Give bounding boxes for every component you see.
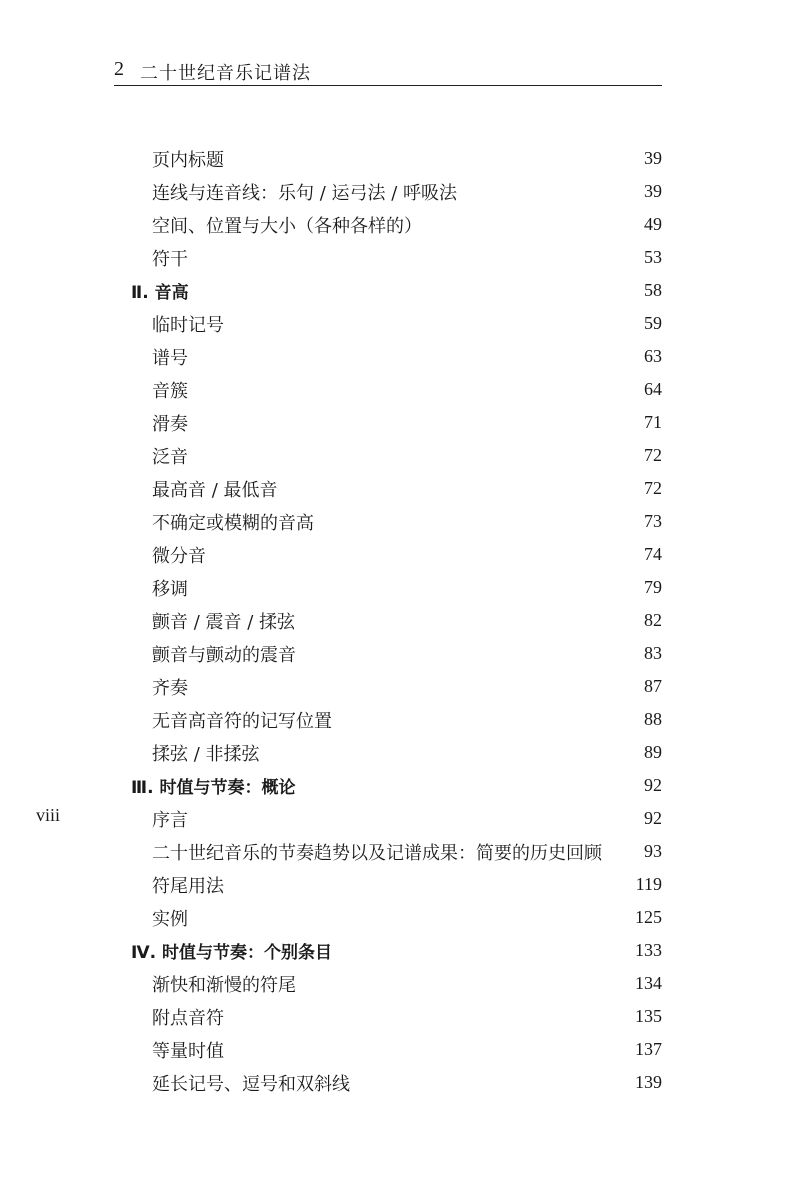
toc-entry — [0, 209, 800, 242]
toc-entry-label: 临时记号 — [152, 315, 224, 336]
toc-entry — [0, 1001, 800, 1034]
toc-entry-page: 79 — [644, 577, 662, 597]
toc-entry-label: 齐奏 — [152, 678, 188, 699]
toc-entry-page: 125 — [635, 907, 662, 927]
toc-entry-label: Ⅳ. 时值与节奏：个别条目 — [131, 943, 333, 963]
toc-entry — [0, 605, 800, 638]
toc-entry-page: 119 — [635, 874, 662, 894]
header-book-title: 二十世纪音乐记谱法 — [140, 63, 311, 84]
toc-entry — [0, 473, 800, 506]
toc-entry-page: 133 — [635, 940, 662, 960]
toc-entry-label: 最高音 / 最低音 — [152, 480, 278, 501]
toc-entry-label: 空间、位置与大小（各种各样的） — [152, 216, 422, 237]
toc-entry-page: 82 — [644, 610, 662, 630]
toc-entry-label: 页内标题 — [152, 150, 224, 171]
toc-entry-page: 89 — [644, 742, 662, 762]
toc-entry — [0, 1034, 800, 1067]
toc-entry — [0, 836, 800, 869]
toc-entry — [0, 506, 800, 539]
toc-entry — [0, 803, 800, 836]
toc-entry-page: 59 — [644, 313, 662, 333]
toc-entry-page: 92 — [644, 775, 662, 795]
toc-entry-label: 符干 — [152, 249, 188, 270]
toc-entry-label: 移调 — [152, 579, 188, 600]
header-rule — [114, 85, 662, 86]
toc-entry-page: 139 — [635, 1072, 662, 1092]
table-of-contents — [0, 143, 800, 1100]
toc-entry — [0, 704, 800, 737]
toc-entry-page: 72 — [644, 478, 662, 498]
toc-entry-page: 135 — [635, 1006, 662, 1026]
toc-entry-page: 88 — [644, 709, 662, 729]
toc-entry — [0, 143, 800, 176]
toc-entry-page: 58 — [644, 280, 662, 300]
running-header — [114, 58, 662, 86]
toc-entry — [0, 572, 800, 605]
toc-entry — [0, 242, 800, 275]
toc-entry — [0, 374, 800, 407]
toc-entry-page: 71 — [644, 412, 662, 432]
toc-entry-label: 谱号 — [152, 348, 188, 369]
header-page-number: 2 — [114, 58, 124, 80]
toc-entry-label: 微分音 — [152, 546, 206, 567]
toc-entry-label: 揉弦 / 非揉弦 — [152, 744, 260, 765]
toc-entry-page: 92 — [644, 808, 662, 828]
toc-section-entry — [0, 935, 800, 968]
toc-entry-label: 等量时值 — [152, 1041, 224, 1062]
toc-entry-label: 无音高音符的记写位置 — [152, 711, 332, 732]
toc-entry-label: 颤音 / 震音 / 揉弦 — [152, 612, 296, 633]
toc-entry-page: 74 — [644, 544, 662, 564]
toc-entry-label: 附点音符 — [152, 1008, 224, 1029]
toc-section-entry — [0, 770, 800, 803]
toc-entry-page: 39 — [644, 181, 662, 201]
toc-entry-label: 颤音与颤动的震音 — [152, 645, 296, 666]
toc-entry-page: 64 — [644, 379, 662, 399]
toc-entry-page: 49 — [644, 214, 662, 234]
toc-entry-label: 符尾用法 — [152, 876, 224, 897]
toc-entry-label: 二十世纪音乐的节奏趋势以及记谱成果：简要的历史回顾 — [152, 843, 602, 864]
toc-entry-page: 83 — [644, 643, 662, 663]
toc-entry — [0, 407, 800, 440]
toc-entry-page: 53 — [644, 247, 662, 267]
toc-entry — [0, 176, 800, 209]
margin-page-number: viii — [36, 805, 61, 825]
toc-entry-label: 不确定或模糊的音高 — [152, 513, 314, 534]
toc-entry-page: 137 — [635, 1039, 662, 1059]
toc-entry-label: 音簇 — [152, 381, 188, 402]
toc-entry-page: 93 — [644, 841, 662, 861]
toc-entry — [0, 1067, 800, 1100]
toc-entry-label: 渐快和渐慢的符尾 — [152, 975, 296, 996]
toc-entry-label: 实例 — [152, 909, 188, 930]
toc-entry-label: 延长记号、逗号和双斜线 — [152, 1074, 350, 1095]
toc-entry-page: 39 — [644, 148, 662, 168]
toc-entry — [0, 638, 800, 671]
toc-entry-page: 73 — [644, 511, 662, 531]
toc-entry-label: Ⅱ. 音高 — [131, 283, 189, 303]
toc-entry — [0, 968, 800, 1001]
toc-entry — [0, 308, 800, 341]
toc-entry-page: 134 — [635, 973, 662, 993]
toc-entry — [0, 341, 800, 374]
toc-entry — [0, 539, 800, 572]
toc-entry — [0, 737, 800, 770]
toc-entry-label: 滑奏 — [152, 414, 188, 435]
toc-entry-label: 泛音 — [152, 447, 188, 468]
toc-entry-page: 72 — [644, 445, 662, 465]
toc-entry — [0, 440, 800, 473]
toc-entry — [0, 902, 800, 935]
toc-entry-label: 序言 — [152, 810, 188, 831]
toc-entry-page: 87 — [644, 676, 662, 696]
toc-section-entry — [0, 275, 800, 308]
toc-entry-page: 63 — [644, 346, 662, 366]
toc-entry — [0, 671, 800, 704]
toc-entry-label: Ⅲ. 时值与节奏：概论 — [131, 778, 296, 798]
toc-entry — [0, 869, 800, 902]
toc-entry-label: 连线与连音线：乐句 / 运弓法 / 呼吸法 — [152, 183, 458, 204]
